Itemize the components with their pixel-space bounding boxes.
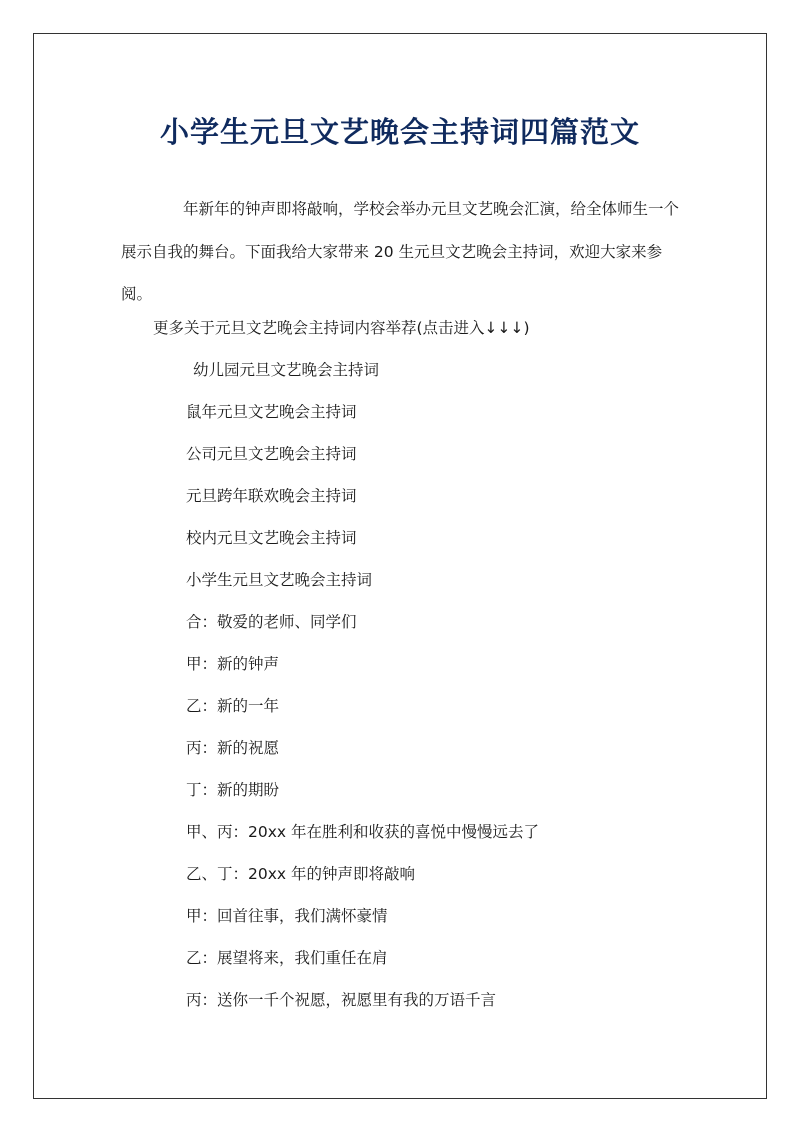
script-line: 甲：新的钟声 [186,655,280,673]
script-line: 乙：新的一年 [186,697,280,715]
link-rat-year[interactable]: 鼠年元旦文艺晚会主持词 [186,403,357,421]
script-line: 乙、丁：20xx 年的钟声即将敲响 [186,865,415,883]
document-title: 小学生元旦文艺晚会主持词四篇范文 [159,115,640,149]
script-line: 丙：送你一千个祝愿，祝愿里有我的万语千言 [186,991,497,1009]
script-line: 甲：回首往事，我们满怀豪情 [186,907,388,925]
section-title: 小学生元旦文艺晚会主持词 [186,571,373,589]
intro-paragraph: 年新年的钟声即将敲响，学校会举办元旦文艺晚会汇演，给全体师生一个展示自我的舞台。下面我给大家带来 20 生元旦文艺晚会主持词，欢迎大家来参阅。 [121,200,680,303]
link-kindergarten[interactable]: 幼儿园元旦文艺晚会主持词 [193,361,380,379]
more-content-link[interactable]: 更多关于元旦文艺晚会主持词内容举荐(点击进入↓↓↓) [153,319,530,337]
script-line: 甲、丙：20xx 年在胜利和收获的喜悦中慢慢远去了 [186,823,539,841]
link-new-year-gala[interactable]: 元旦跨年联欢晚会主持词 [186,487,357,505]
script-line: 乙：展望将来，我们重任在肩 [186,949,388,967]
script-line: 合：敬爱的老师、同学们 [186,613,357,631]
link-campus[interactable]: 校内元旦文艺晚会主持词 [186,529,357,547]
script-line: 丁：新的期盼 [186,781,280,799]
script-line: 丙：新的祝愿 [186,739,280,757]
link-company[interactable]: 公司元旦文艺晚会主持词 [186,445,357,463]
